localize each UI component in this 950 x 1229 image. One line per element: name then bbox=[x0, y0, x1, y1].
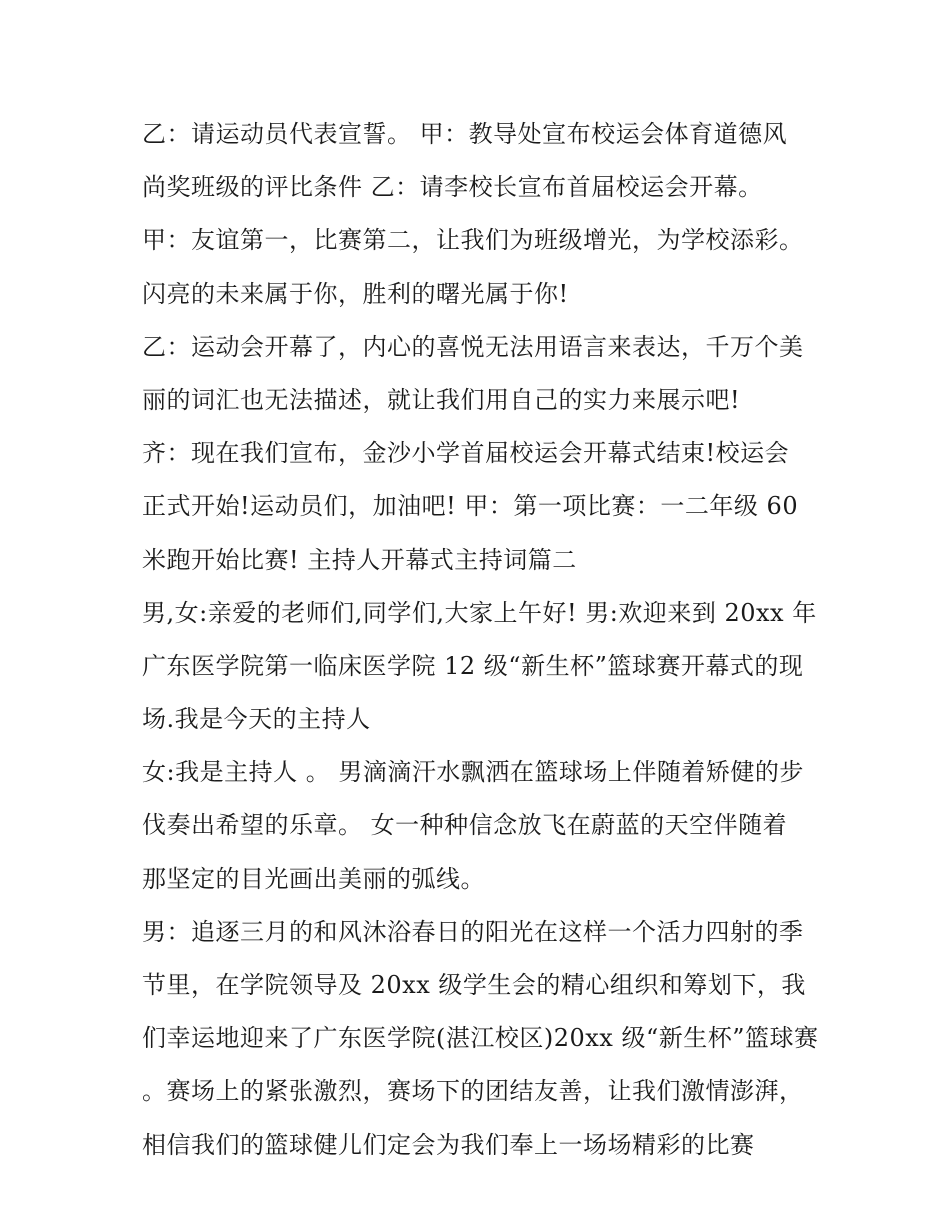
text-line: 男：追逐三月的和风沐浴春日的阳光在这样一个活力四射的季 bbox=[142, 917, 804, 946]
text-line: 。赛场上的紧张激烈，赛场下的团结友善，让我们激情澎湃， bbox=[142, 1077, 804, 1106]
text-line: 们幸运地迎来了广东医学院(湛江校区)20xx 级“新生杯”篮球赛 bbox=[142, 1024, 819, 1053]
text-line: 广东医学院第一临床医学院 12 级“新生杯”篮球赛开幕式的现 bbox=[142, 651, 804, 680]
text-line: 甲：友谊第一，比赛第二，让我们为班级增光，为学校添彩。 bbox=[142, 226, 804, 255]
text-line: 乙：运动会开幕了，内心的喜悦无法用语言来表达，千万个美 bbox=[142, 332, 804, 361]
text-line: 正式开始!运动员们，加油吧! 甲：第一项比赛：一二年级 60 bbox=[142, 492, 799, 521]
text-line: 节里，在学院领导及 20xx 级学生会的精心组织和筹划下，我 bbox=[142, 971, 806, 999]
text-line: 米跑开始比赛! 主持人开幕式主持词篇二 bbox=[142, 545, 577, 574]
text-line: 男,女:亲爱的老师们,同学们,大家上午好! 男:欢迎来到 20xx 年 bbox=[142, 598, 817, 627]
text-line: 齐：现在我们宣布，金沙小学首届校运会开幕式结束!校运会 bbox=[142, 439, 790, 468]
text-line: 相信我们的篮球健儿们定会为我们奉上一场场精彩的比赛 bbox=[142, 1130, 755, 1159]
text-line: 伐奏出希望的乐章。 女一种种信念放飞在蔚蓝的天空伴随着 bbox=[142, 811, 788, 840]
text-line: 那坚定的目光画出美丽的弧线。 bbox=[142, 864, 485, 893]
text-line: 尚奖班级的评比条件 乙：请李校长宣布首届校运会开幕。 bbox=[142, 173, 763, 202]
text-line: 闪亮的未来属于你，胜利的曙光属于你! bbox=[142, 279, 569, 308]
document-body bbox=[142, 108, 822, 1172]
text-line: 丽的词汇也无法描述，就让我们用自己的实力来展示吧! bbox=[142, 385, 741, 414]
text-line: 场.我是今天的主持人 bbox=[142, 705, 371, 734]
text-line: 乙：请运动员代表宣誓。 甲：教导处宣布校运会体育道德风 bbox=[142, 120, 788, 148]
text-line: 女:我是主持人 。 男滴滴汗水飘洒在篮球场上伴随着矫健的步 bbox=[142, 758, 804, 787]
